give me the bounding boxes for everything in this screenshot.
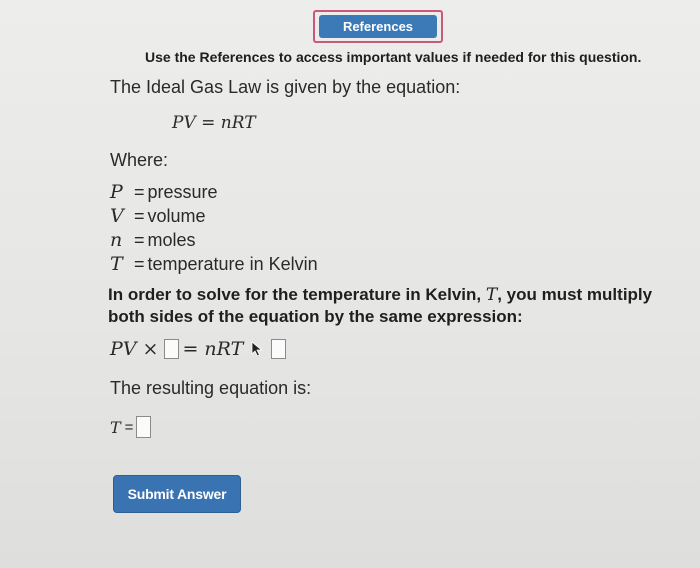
mouse-cursor-icon (251, 341, 263, 357)
submit-answer-button[interactable]: Submit Answer (113, 475, 241, 513)
ideal-gas-equation: PV = nRT (172, 113, 256, 133)
where-label: Where: (110, 150, 169, 170)
definition-meaning: volume (147, 206, 206, 226)
task-symbol: T (485, 285, 498, 305)
multiply-equation (110, 338, 286, 360)
task-text-before: In order to solve for the temperature in Kelvin, (108, 285, 486, 304)
multiply-left: PV × (110, 338, 159, 360)
definition-equals: = (134, 230, 145, 250)
answer-equals: = (124, 418, 134, 436)
definition-symbol: V (110, 205, 124, 227)
definition-equals: = (134, 206, 145, 226)
left-multiplier-input[interactable] (164, 339, 179, 359)
references-button-frame (313, 10, 443, 43)
definition-equals: = (134, 182, 145, 202)
task-instruction (108, 284, 668, 328)
right-multiplier-input[interactable] (271, 339, 286, 359)
result-label: The resulting equation is: (110, 378, 312, 398)
references-instruction: Use the References to access important values if needed for this question. (145, 49, 642, 65)
task-text-after: , you must multiply both sides of the equation by the same expression: (108, 285, 653, 326)
definition-meaning: temperature in Kelvin (147, 254, 318, 274)
intro-text: The Ideal Gas Law is given by the equation: (110, 77, 461, 97)
references-button[interactable]: References (319, 15, 437, 38)
definition-symbol: T (110, 253, 123, 275)
definition-equals: = (134, 254, 145, 274)
multiply-middle: = nRT (182, 338, 244, 360)
definition-symbol: P (110, 181, 123, 203)
definition-volume (110, 205, 206, 227)
answer-equation (110, 416, 151, 438)
definition-meaning: moles (147, 230, 196, 250)
answer-input[interactable] (136, 416, 151, 438)
definition-meaning: pressure (147, 182, 218, 202)
definition-pressure (110, 181, 218, 203)
definition-temperature (110, 253, 318, 275)
definition-moles (110, 229, 196, 251)
answer-variable: T (110, 417, 121, 437)
definition-symbol: n (110, 229, 123, 251)
